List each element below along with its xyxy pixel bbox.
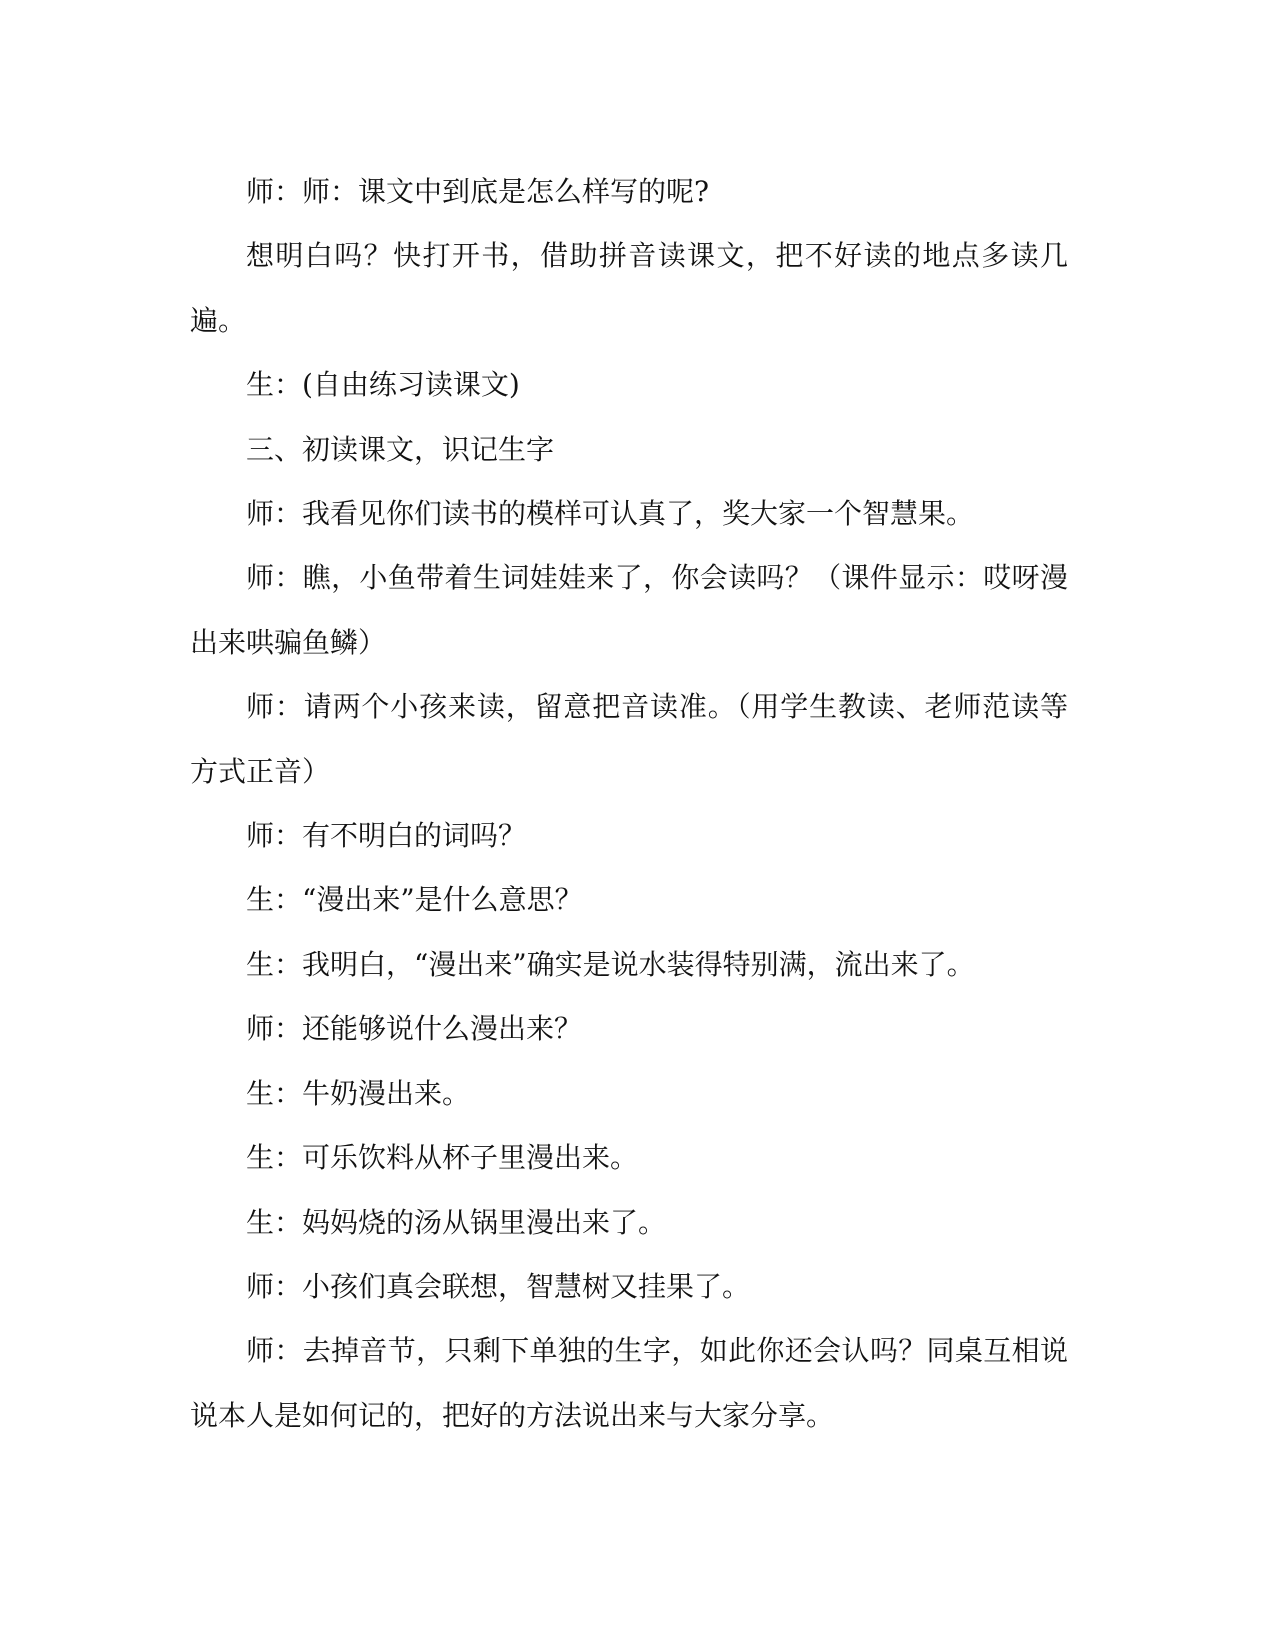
paragraph: 师：请两个小孩来读，留意把音读准。（用学生教读、老师范读等方式正音）	[190, 690, 1068, 788]
paragraph: 生：“漫出来”是什么意思？	[246, 883, 583, 917]
document-body	[190, 160, 1068, 1448]
paragraph: 生：(自由练习读课文)	[246, 368, 520, 402]
section-heading: 三、初读课文，识记生字	[246, 432, 555, 466]
paragraph: 师：有不明白的词吗？	[246, 819, 527, 853]
paragraph: 生：妈妈烧的汤从锅里漫出来了。	[246, 1205, 667, 1239]
paragraph: 师：瞧，小鱼带着生词娃娃来了，你会读吗？（课件显示：哎呀漫出来哄骗鱼鳞）	[190, 561, 1068, 659]
paragraph: 想明白吗？快打开书，借助拼音读课文，把不好读的地点多读几遍。	[190, 239, 1068, 337]
paragraph: 师：还能够说什么漫出来？	[246, 1012, 583, 1046]
paragraph: 生：我明白，“漫出来”确实是说水装得特别满，流出来了。	[246, 947, 975, 981]
paragraph: 师：师：课文中到底是怎么样写的呢?	[246, 175, 710, 208]
paragraph: 师：小孩们真会联想，智慧树又挂果了。	[246, 1269, 751, 1303]
paragraph: 师：去掉音节，只剩下单独的生字，如此你还会认吗？同桌互相说说本人是如何记的，把好的方法说出来与大家分享。	[190, 1334, 1068, 1432]
paragraph: 师：我看见你们读书的模样可认真了，奖大家一个智慧果。	[246, 497, 975, 531]
paragraph: 生：牛奶漫出来。	[246, 1076, 471, 1110]
paragraph: 生：可乐饮料从杯子里漫出来。	[246, 1141, 639, 1175]
